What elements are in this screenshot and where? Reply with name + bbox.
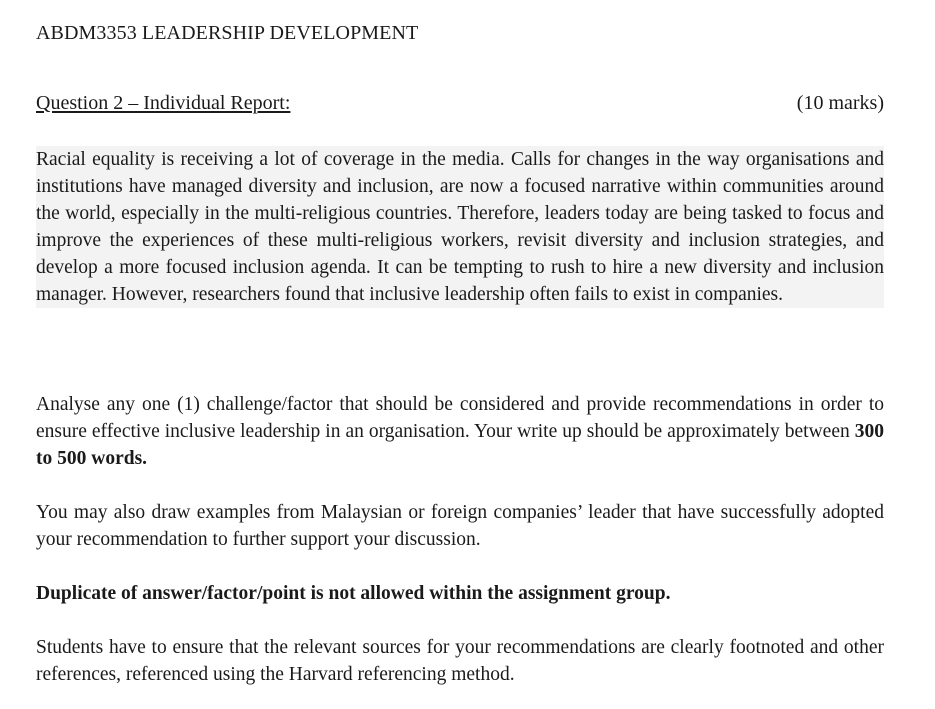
references-paragraph: Students have to ensure that the relevant sources for your recommendations are clearly footnoted and other references, referenced using the Harvard referencing method. [36, 637, 884, 685]
task-paragraph [36, 391, 884, 472]
examples-paragraph: You may also draw examples from Malaysian or foreign companies’ leader that have successfully adopted your recommendation to further support your discussion. [36, 502, 884, 550]
marks-label: (10 marks) [796, 92, 884, 114]
context-paragraph: Racial equality is receiving a lot of coverage in the media. Calls for changes in the way organisations and institutions have managed diversity and inclusion, are now a focused narrative within communities around the world, especially in the multi-religious countries. Therefore, leaders today are being tasked to focus and improve the experiences of these multi-religious workers, revisit diversity and inclusion strategies, and develop a more focused inclusion agenda. It can be tempting to rush to hire a new diversity and inclusion manager. However, researchers found that inclusive leadership often fails to exist in companies. [36, 146, 884, 308]
task-text: Analyse any one (1) challenge/factor that should be considered and provide recommendations in order to ensure effective inclusive leadership in an organisation. Your write up should be approximately between [36, 394, 884, 442]
course-title: ABDM3353 LEADERSHIP DEVELOPMENT [36, 22, 419, 44]
question-header [36, 92, 884, 115]
word-count-requirement: 300 to 500 words. [36, 421, 884, 469]
duplicate-warning: Duplicate of answer/factor/point is not allowed within the assignment group. [36, 583, 671, 604]
question-label: Question 2 – Individual Report: [36, 92, 291, 114]
